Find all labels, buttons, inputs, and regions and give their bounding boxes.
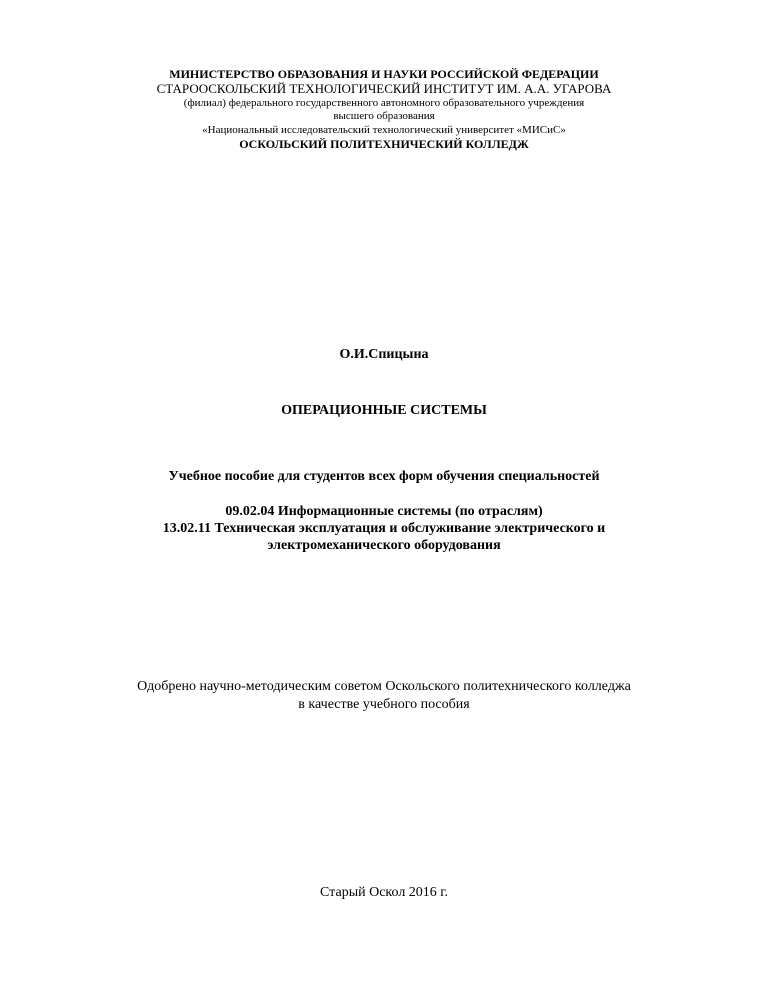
branch-description-line2: высшего образования (333, 110, 435, 122)
specialty-line3: электромеханического оборудования (267, 538, 501, 553)
university-name: «Национальный исследовательский технологический университет «МИСиС» (202, 124, 566, 136)
approval-line1: Одобрено научно-методическим советом Оскольского политехнического колледжа (137, 679, 631, 694)
ministry-name: МИНИСТЕРСТВО ОБРАЗОВАНИЯ И НАУКИ РОССИЙСКОЙ ФЕДЕРАЦИИ (169, 67, 599, 81)
specialty-line1: 09.02.04 Информационные системы (по отраслям) (225, 504, 543, 519)
specialties-list (0, 503, 768, 554)
institute-name: СТАРООСКОЛЬСКИЙ ТЕХНОЛОГИЧЕСКИЙ ИНСТИТУТ ИМ. А.А. УГАРОВА (156, 81, 612, 96)
approval-note (0, 678, 768, 714)
institution-header (0, 67, 768, 152)
document-subtitle: Учебное пособие для студентов всех форм обучения специальностей (168, 469, 600, 484)
branch-description-line1: (филиал) федерального государственного автономного образовательного учреждения (183, 97, 585, 109)
author-name: О.И.Спицына (339, 347, 429, 362)
approval-line2: в качестве учебного пособия (298, 697, 470, 712)
city-year: Старый Оскол 2016 г. (320, 885, 448, 900)
document-title: ОПЕРАЦИОННЫЕ СИСТЕМЫ (281, 403, 487, 418)
specialty-line2: 13.02.11 Техническая эксплуатация и обслуживание электрического и (162, 521, 606, 536)
college-name: ОСКОЛЬСКИЙ ПОЛИТЕХНИЧЕСКИЙ КОЛЛЕДЖ (239, 137, 529, 151)
